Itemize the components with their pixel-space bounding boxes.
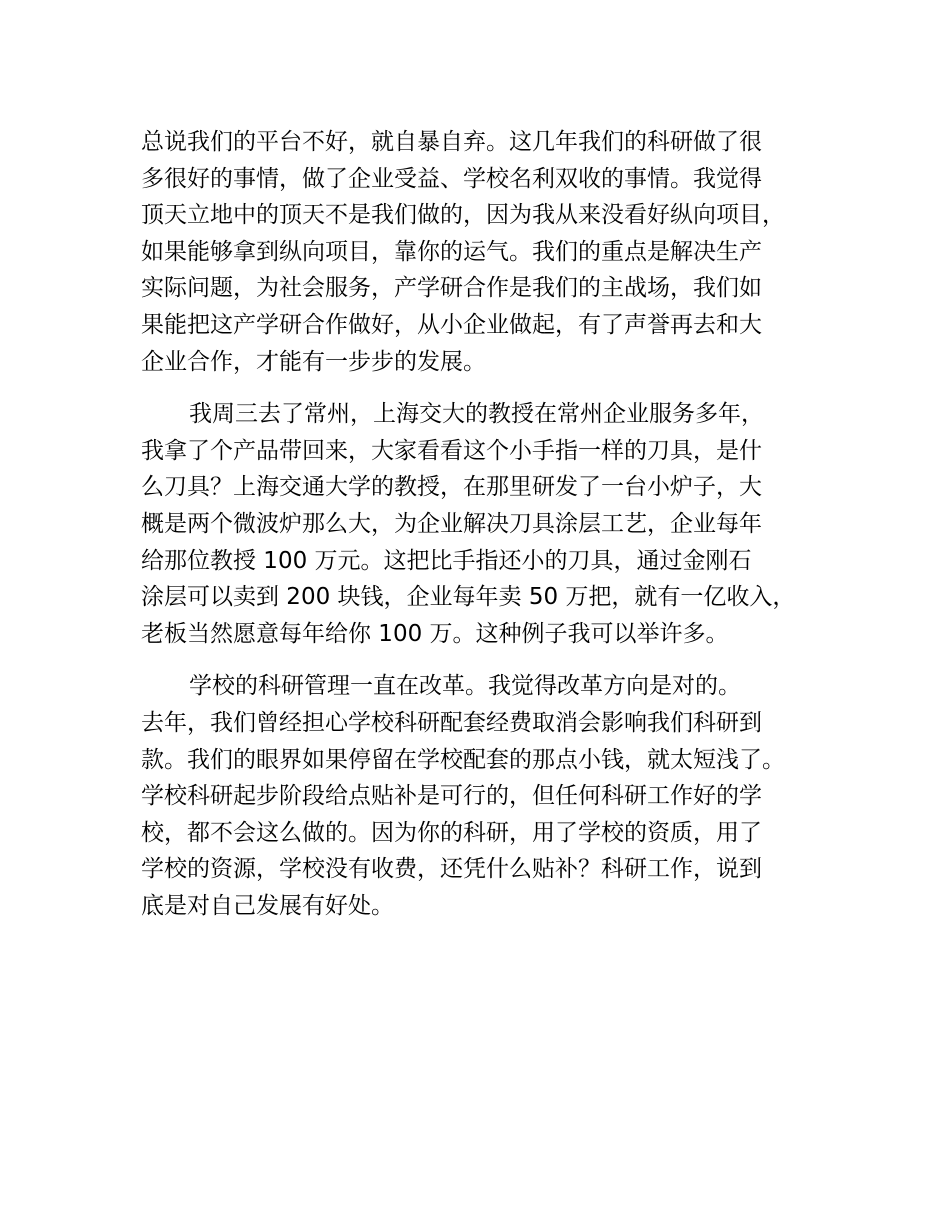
document-body: [141, 124, 841, 940]
text-line: 涂层可以卖到 200 块钱，企业每年卖 50 万把，就有一亿收入，: [141, 584, 796, 611]
text-line: 底是对自己发展有好处。: [141, 892, 394, 919]
text-line: 总说我们的平台不好，就自暴自弃。这几年我们的科研做了很: [141, 129, 762, 155]
text-line: 我周三去了常州，上海交大的教授在常州企业服务多年，: [189, 401, 764, 428]
text-line: 给那位教授 100 万元。这把比手指还小的刀具，通过金刚石: [141, 547, 752, 574]
paragraph-1: [141, 124, 841, 380]
paragraph-2: [141, 396, 841, 652]
text-line: 企业合作，才能有一步步的发展。: [141, 348, 486, 375]
text-line: 我拿了个产品带回来，大家看看这个小手指一样的刀具，是什: [141, 437, 762, 464]
text-line: 顶天立地中的顶天不是我们做的，因为我从来没看好纵向项目，: [141, 202, 785, 229]
text-line: 学校的资源，学校没有收费，还凭什么贴补？科研工作，说到: [141, 856, 762, 883]
text-line: 么刀具？上海交通大学的教授，在那里研发了一台小炉子，大: [141, 474, 762, 501]
text-line: 学校科研起步阶段给点贴补是可行的，但任何科研工作好的学: [141, 783, 762, 810]
text-line: 多很好的事情，做了企业受益、学校名利双收的事情。我觉得: [141, 165, 762, 192]
paragraph-3: [141, 668, 841, 924]
text-line: 去年，我们曾经担心学校科研配套经费取消会影响我们科研到: [141, 709, 762, 736]
text-line: 老板当然愿意每年给你 100 万。这种例子我可以举许多。: [141, 620, 729, 647]
text-line: 学校的科研管理一直在改革。我觉得改革方向是对的。: [189, 673, 741, 700]
text-line: 果能把这产学研合作做好，从小企业做起，有了声誉再去和大: [141, 311, 762, 338]
text-line: 概是两个微波炉那么大，为企业解决刀具涂层工艺，企业每年: [141, 510, 762, 537]
text-line: 款。我们的眼界如果停留在学校配套的那点小钱，就太短浅了。: [141, 746, 785, 773]
text-line: 实际问题，为社会服务，产学研合作是我们的主战场，我们如: [141, 275, 762, 302]
text-line: 如果能够拿到纵向项目，靠你的运气。我们的重点是解决生产: [141, 238, 762, 265]
text-line: 校，都不会这么做的。因为你的科研，用了学校的资质，用了: [141, 819, 762, 846]
